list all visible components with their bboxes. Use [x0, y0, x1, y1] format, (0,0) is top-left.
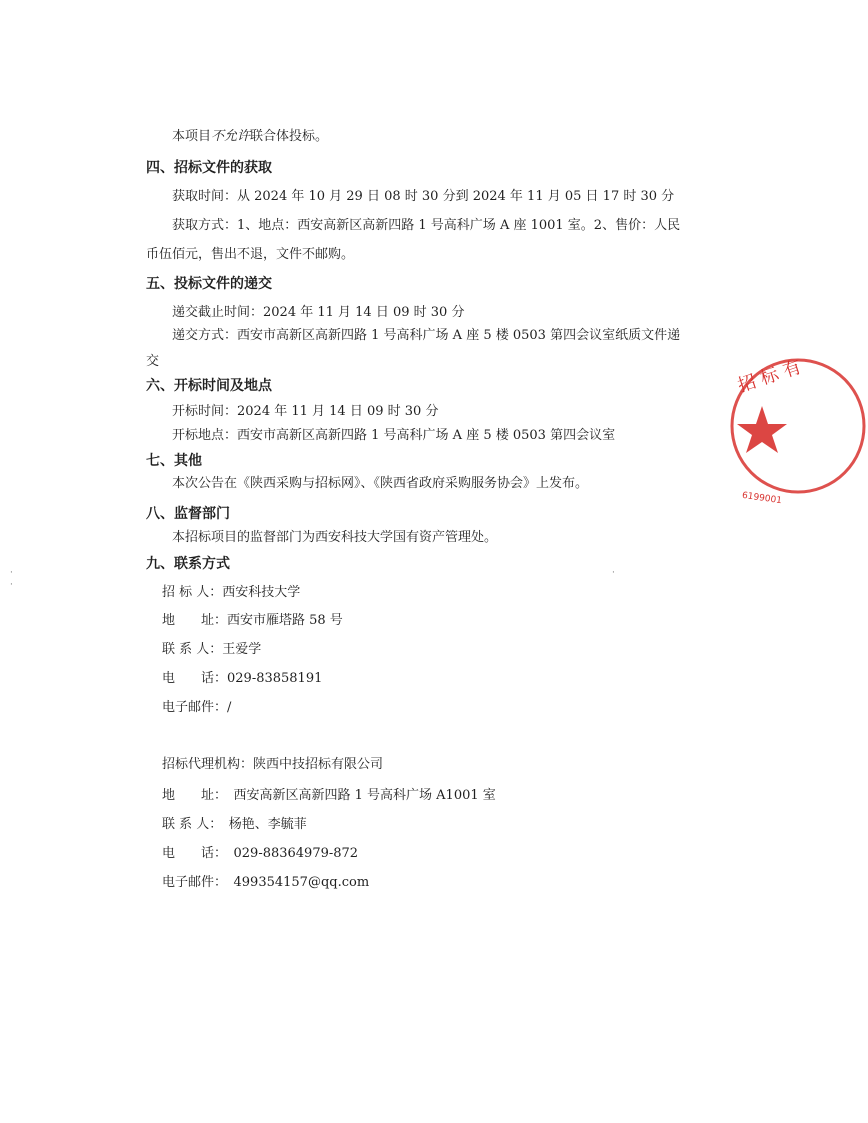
agency-name: 招标代理机构：陕西中技招标有限公司	[162, 757, 384, 772]
acquisition-method-line2: 币伍佰元，售出不退，文件不邮购。	[146, 247, 355, 262]
section-5-heading: 五、投标文件的递交	[146, 276, 272, 292]
consortium-emphasis: 不允许	[211, 129, 251, 144]
supervision-text: 本招标项目的监督部门为西安科技大学国有资产管理处。	[172, 530, 498, 545]
scan-mark: ·	[10, 580, 13, 590]
consortium-prefix: 本项目	[172, 129, 212, 144]
acquisition-method-line1: 获取方式：1、地点：西安高新区高新四路 1 号高科广场 A 座 1001 室。2、售价：人民	[172, 218, 681, 233]
consortium-statement	[172, 129, 328, 145]
acquisition-time: 获取时间：从 2024 年 10 月 29 日 08 时 30 分到 2024 年 11 月 05 日 17 时 30 分	[172, 189, 675, 204]
opening-time: 开标时间：2024 年 11 月 14 日 09 时 30 分	[172, 404, 439, 419]
agency-address: 地 址： 西安高新区高新四路 1 号高科广场 A1001 室	[162, 788, 496, 803]
agency-email: 电子邮件： 499354157@qq.com	[162, 875, 370, 890]
company-seal-stamp	[728, 352, 868, 512]
tenderer-email: 电子邮件：/	[162, 700, 232, 715]
section-8-heading: 八、监督部门	[146, 506, 230, 522]
section-6-heading: 六、开标时间及地点	[146, 378, 272, 394]
consortium-suffix: 联合体投标。	[250, 129, 329, 144]
agency-phone: 电 话： 029-88364979-872	[162, 846, 359, 861]
publication-notice: 本次公告在《陕西采购与招标网》、《陕西省政府采购服务协会》上发布。	[172, 476, 589, 491]
submission-method-line1: 递交方式：西安市高新区高新四路 1 号高科广场 A 座 5 楼 0503 第四会议室纸质文件递	[172, 328, 681, 343]
star-icon	[737, 406, 787, 453]
section-9-heading: 九、联系方式	[146, 556, 230, 572]
tenderer-address: 地 址：西安市雁塔路 58 号	[162, 613, 343, 628]
scan-mark: ·	[10, 568, 13, 578]
section-7-heading: 七、其他	[146, 453, 202, 469]
agency-contact: 联 系 人： 杨艳、李毓菲	[162, 817, 307, 832]
stamp-code: 6199001	[741, 490, 783, 507]
section-4-heading: 四、招标文件的获取	[146, 160, 272, 176]
tenderer-name: 招 标 人：西安科技大学	[162, 585, 301, 600]
scan-mark: ·	[612, 568, 615, 578]
submission-method-line2: 交	[146, 354, 160, 369]
tenderer-contact: 联 系 人：王爱学	[162, 642, 262, 657]
tenderer-phone: 电 话：029-83858191	[162, 671, 323, 686]
submission-deadline: 递交截止时间：2024 年 11 月 14 日 09 时 30 分	[172, 305, 465, 320]
stamp-text: 招 标 有	[735, 356, 805, 397]
opening-place: 开标地点：西安市高新区高新四路 1 号高科广场 A 座 5 楼 0503 第四会议室	[172, 428, 616, 443]
